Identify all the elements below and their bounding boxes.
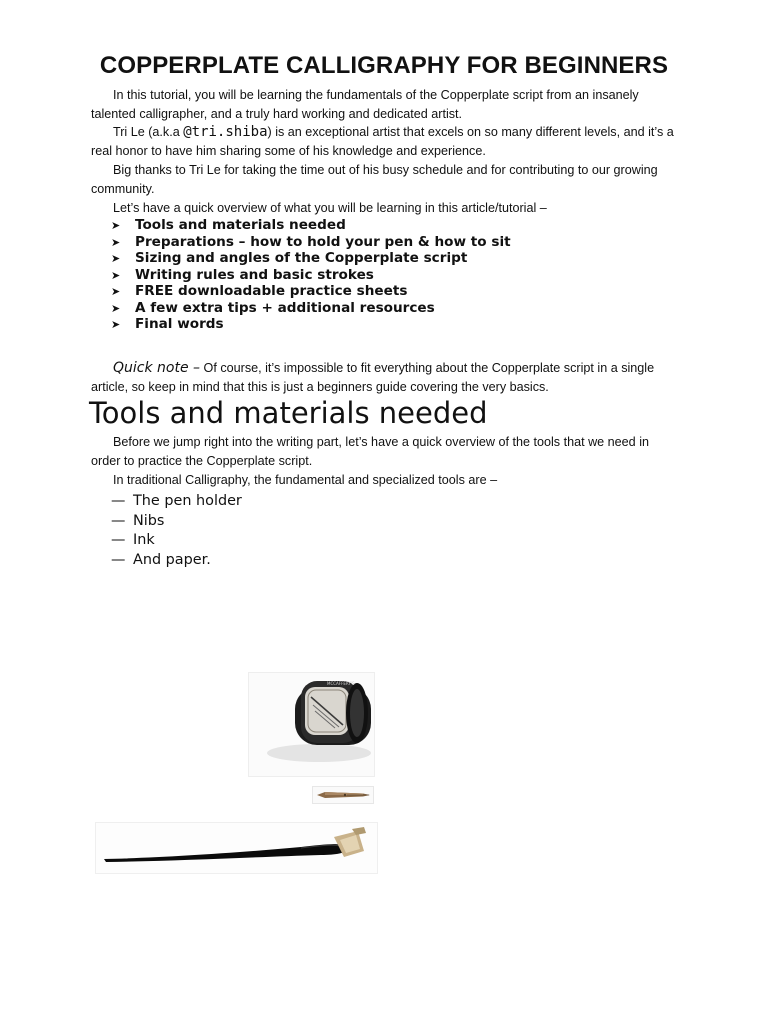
nib-image	[312, 786, 374, 804]
list-item	[111, 512, 242, 532]
arrow-bullet-icon: ➤	[111, 219, 121, 232]
instagram-handle-link[interactable]: @tri.shiba	[183, 124, 268, 140]
list-item	[111, 316, 511, 333]
list-item	[111, 234, 511, 251]
dash-bullet: —	[111, 532, 126, 548]
list-item-label: Final words	[135, 316, 224, 332]
document-title: COPPERPLATE CALLIGRAPHY FOR BEGINNERS	[99, 52, 669, 79]
section-paragraph-2: In traditional Calligraphy, the fundamental and specialized tools are –	[113, 473, 498, 487]
list-item-label: And paper.	[133, 551, 211, 568]
section-paragraph-1: Before we jump right into the writing part, let’s have a quick overview of the tools that we need in order to practice the Copperplate script.	[91, 435, 649, 468]
arrow-bullet-icon: ➤	[111, 235, 121, 249]
list-item-label: Sizing and angles of the Copperplate script	[135, 250, 468, 266]
ink-label-text: MCCAFFERY'S	[327, 681, 355, 686]
list-item	[111, 283, 511, 300]
list-item	[111, 267, 511, 284]
dash-bullet: —	[111, 551, 126, 568]
overview-list	[111, 217, 511, 333]
tools-list	[111, 492, 242, 570]
list-item-label: Nibs	[133, 512, 165, 529]
list-item	[111, 531, 242, 551]
intro-paragraph-1: In this tutorial, you will be learning the fundamentals of the Copperplate script from an insanely talented calligrapher, and a truly hard working and dedicated artist.	[91, 88, 639, 121]
dash-bullet: —	[111, 512, 126, 529]
arrow-bullet-icon: ➤	[111, 285, 121, 298]
list-item-label: Writing rules and basic strokes	[135, 266, 374, 283]
list-item	[111, 492, 242, 512]
list-item-label: FREE downloadable practice sheets	[135, 283, 408, 299]
ink-bottle-image	[248, 672, 375, 777]
list-item-label: The pen holder	[133, 493, 242, 509]
arrow-bullet-icon: ➤	[111, 318, 121, 331]
intro-paragraph-4: Let’s have a quick overview of what you will be learning in this article/tutorial –	[113, 201, 547, 215]
arrow-bullet-icon: ➤	[111, 301, 121, 315]
arrow-bullet-icon: ➤	[111, 252, 121, 265]
quick-note-label: Quick note –	[113, 360, 201, 376]
list-item	[111, 551, 242, 571]
intro-paragraph-2	[91, 123, 681, 161]
intro-p2-prefix: Tri Le (a.k.a	[113, 125, 184, 139]
list-item	[111, 250, 511, 267]
intro-paragraph-3: Big thanks to Tri Le for taking the time out of his busy schedule and for contributing to our growing community.	[91, 163, 658, 196]
quick-note-paragraph	[91, 359, 681, 397]
oblique-pen-holder-icon	[96, 823, 377, 873]
list-item-label: A few extra tips + additional resources	[135, 299, 435, 316]
intro-p2-suffix: ) is an exceptional artist that excels on so many different levels, and it’s a real honor to have him sharing some of his knowledge and experience.	[91, 125, 674, 158]
dash-bullet: —	[111, 493, 126, 509]
list-item-label: Preparations – how to hold your pen & how to sit	[135, 233, 511, 250]
calligraphy-nib-icon	[313, 787, 373, 803]
pen-holder-image	[95, 822, 378, 874]
list-item	[111, 217, 511, 234]
arrow-bullet-icon: ➤	[111, 268, 121, 282]
list-item	[111, 300, 511, 317]
list-item-label: Ink	[133, 532, 155, 548]
section-heading: Tools and materials needed	[89, 396, 488, 430]
quick-note-text: Of course, it’s impossible to fit everything about the Copperplate script in a single article, so keep in mind that this is just a beginners guide covering the very basics.	[91, 361, 655, 394]
ink-bottle-icon	[249, 673, 374, 776]
list-item-label: Tools and materials needed	[135, 217, 346, 233]
